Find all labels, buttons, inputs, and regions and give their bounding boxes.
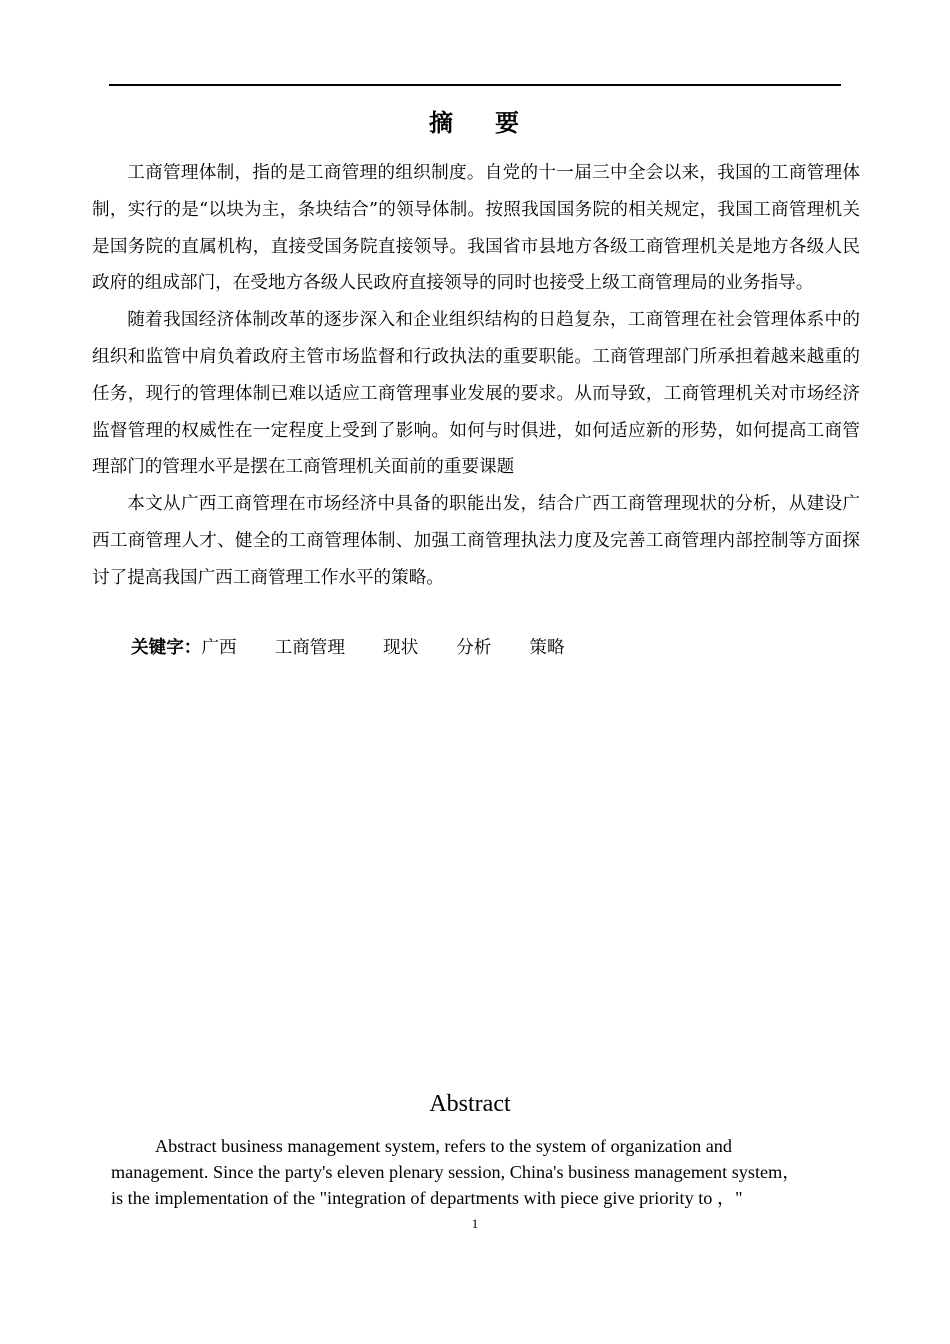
title-char-1: 摘 [429,109,455,137]
chinese-abstract-body [92,155,860,597]
english-abstract-title: Abstract [429,1091,511,1117]
english-text-line: Abstract business management system, refers to the system of organization and [155,1136,732,1156]
english-abstract-body [111,1133,839,1211]
keyword-item: 广西 [201,638,237,658]
english-text-line: management. Since the party's eleven plenary session, China's business management system， [111,1162,801,1182]
keyword-item: 分析 [456,638,492,658]
chinese-abstract-title [0,103,950,138]
keyword-item: 工商管理 [274,638,345,658]
abstract-paragraph: 随着我国经济体制改革的逐步深入和企业组织结构的日趋复杂，工商管理在社会管理体系中的组织和监管中肩负着政府主管市场监督和行政执法的重要职能。工商管理部门所承担着越来越重的任务，现行的管理体制已难以适应工商管理事业发展的要求。从而导致，工商管理机关对市场经济监督管理的权威性在一定程度上受到了影响。如何与时俱进，如何适应新的形势，如何提高工商管理部门的管理水平是摆在工商管理机关面前的重要课题 [92,310,860,478]
keywords-line [131,630,603,666]
page-number: 1 [471,1216,479,1231]
abstract-paragraph: 本文从广西工商管理在市场经济中具备的职能出发，结合广西工商管理现状的分析，从建设广西工商管理人才、健全的工商管理体制、加强工商管理执法力度及完善工商管理内部控制等方面探讨了提高我国广西工商管理工作水平的策略。 [92,494,860,588]
title-char-2: 要 [495,109,521,137]
keywords-label: 关键字： [131,638,202,658]
header-rule [109,84,841,86]
keyword-item: 策略 [529,638,565,658]
keyword-item: 现状 [382,638,419,658]
english-text-line: is the implementation of the "integration of departments with piece give priority to ，" [111,1188,743,1208]
abstract-paragraph: 工商管理体制，指的是工商管理的组织制度。自党的十一届三中全会以来，我国的工商管理体制，实行的是“以块为主，条块结合”的领导体制。按照我国国务院的相关规定，我国工商管理机关是国务院的直属机构，直接受国务院直接领导。我国省市县地方各级工商管理机关是地方各级人民政府的组成部门，在受地方各级人民政府直接领导的同时也接受上级工商管理局的业务指导。 [92,163,860,294]
